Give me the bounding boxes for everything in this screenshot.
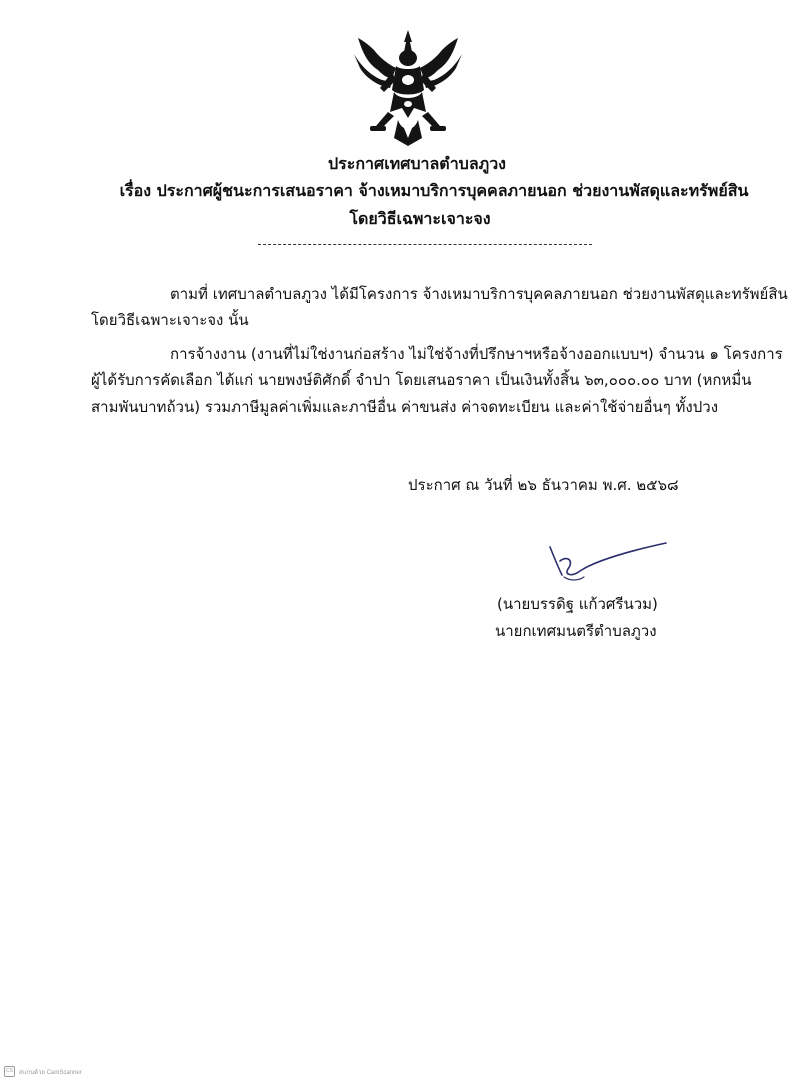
handwritten-signature — [540, 535, 670, 585]
announcement-date: ประกาศ ณ วันที่ ๒๖ ธันวาคม พ.ศ. ๒๕๖๘ — [408, 476, 679, 494]
scanner-watermark-text: สแกนด้วย CamScanner — [19, 1069, 82, 1076]
signer-title: นายกเทศมนตรีตำบลภูวง — [495, 622, 657, 640]
scanner-watermark — [4, 1066, 82, 1077]
paragraph-1-line-1: ตามที่ เทศบาลตำบลภูวง ได้มีโครงการ จ้างเหมาบริการบุคคลภายนอก ช่วยงานพัสดุและทรัพย์สิน — [170, 285, 788, 303]
paragraph-1-line-2: โดยวิธีเฉพาะเจาะจง นั้น — [91, 311, 249, 329]
announcement-title: ประกาศเทศบาลตำบลภูวง — [328, 154, 506, 173]
procurement-method: โดยวิธีเฉพาะเจาะจง — [349, 209, 491, 228]
garuda-emblem-icon — [352, 28, 464, 148]
camscanner-icon: CS — [4, 1066, 15, 1077]
announcement-subject: เรื่อง ประกาศผู้ชนะการเสนอราคา จ้างเหมาบริการบุคคลภายนอก ช่วยงานพัสดุและทรัพย์สิน — [119, 181, 749, 200]
signer-name: (นายบรรดิฐ แก้วศรีนวม) — [497, 595, 658, 613]
paragraph-2-line-2: ผู้ได้รับการคัดเลือก ได้แก่ นายพงษ์ติศักดิ์ จำปา โดยเสนอราคา เป็นเงินทั้งสิ้น ๖๓,๐๐๐.๐๐ บาท (หกหมื่น — [91, 371, 752, 389]
paragraph-2-line-3: สามพันบาทถ้วน) รวมภาษีมูลค่าเพิ่มและภาษีอื่น ค่าขนส่ง ค่าจดทะเบียน และค่าใช้จ่ายอื่นๆ ทั้งปวง — [91, 398, 719, 416]
separator-line — [258, 244, 592, 245]
paragraph-2-line-1: การจ้างงาน (งานที่ไม่ใช่งานก่อสร้าง ไม่ใช่จ้างที่ปรึกษาฯหรือจ้างออกแบบฯ) จำนวน ๑ โครงการ — [170, 345, 783, 363]
